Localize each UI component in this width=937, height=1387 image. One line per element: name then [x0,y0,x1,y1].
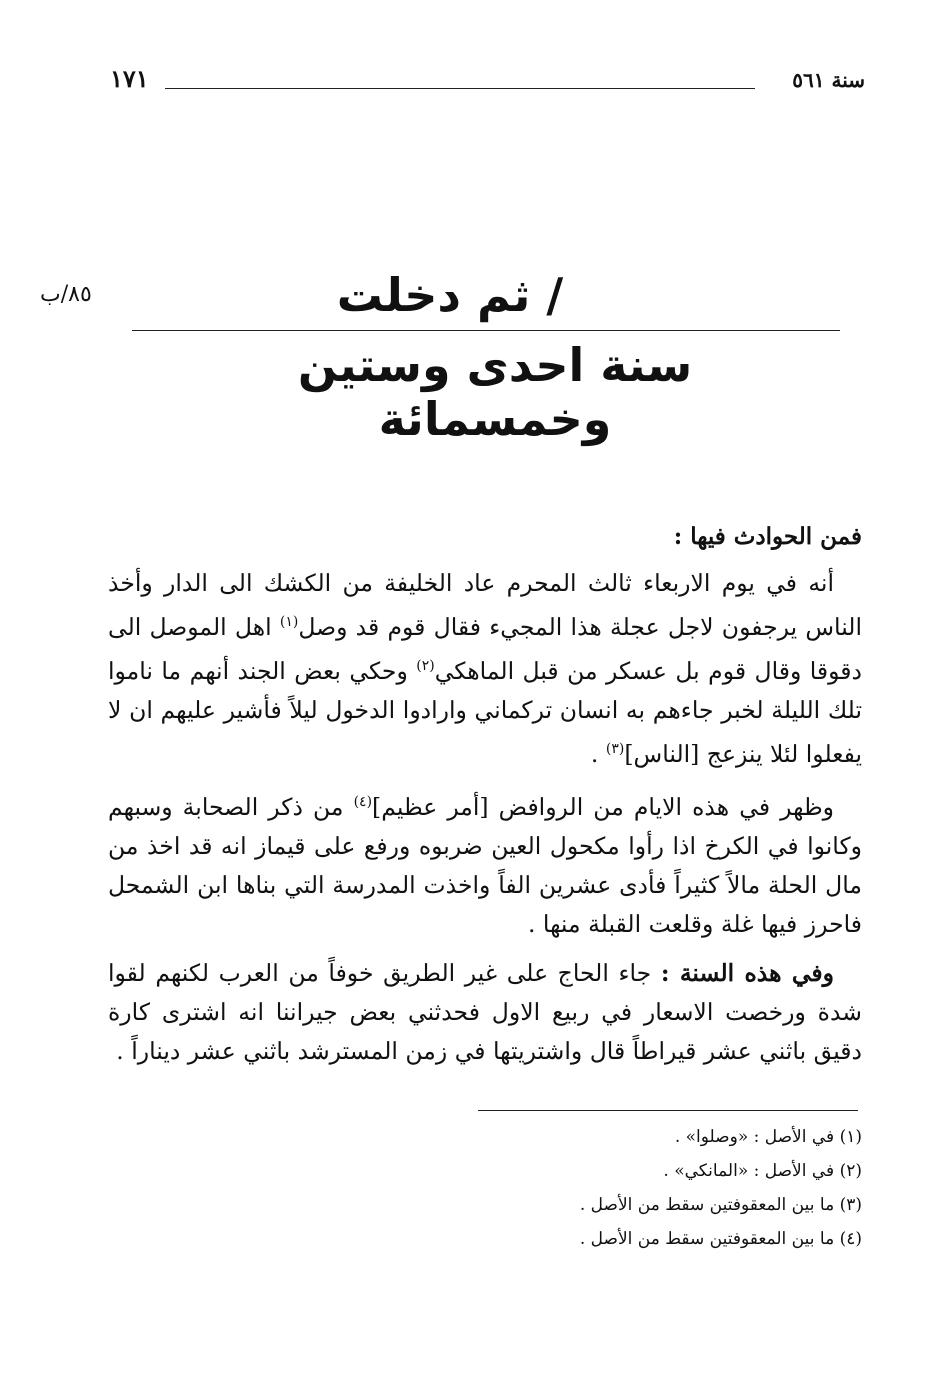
paragraph-3-lead: وفي هذه السنة : [660,959,834,988]
paragraph-1-text-c: وحكي بعض الجند أنهم ما ناموا تلك الليلة لخبر جاءهم به انسان تركماني وارادوا الدخول ليلاً فأشير عليهم ان لا يفعلوا لئلا ينزعج [الناس] [108,656,862,768]
footnotes [400,1120,862,1256]
main-text [108,523,862,1081]
paragraph-1-text-d: . [590,739,606,768]
footnote-ref-2: (٢) [416,657,435,674]
manuscript-folio-note: ٨٥/ب [40,282,92,307]
footnote-3: (٣) ما بين المعقوفتين سقط من الأصل . [579,1195,862,1215]
running-header [110,64,865,108]
header-rule [165,88,755,89]
paragraph-1-text-a: أنه في يوم الاربعاء ثالث المحرم عاد الخليفة من الكشك الى الدار وأخذ الناس يرجفون لاجل عجلة هذا المجيء فقال قوم قد وصل [108,569,862,641]
paragraph-2 [108,783,862,944]
paragraph-3-text: جاء الحاج على غير الطريق خوفاً من العرب لكنهم لقوا شدة ورخصت الاسعار في ربيع الاول فحدثني بعض جيراننا انه اشترى كارة دقيق باثني عشر قيراطاً قال واشتريتها في زمن المسترشد باثني عشر ديناراً . [108,959,862,1066]
paragraph-1-text-b: اهل الموصل الى دقوقا وقال قوم بل عسكر من قبل الماهكي [108,612,862,685]
paragraph-1 [108,564,862,773]
footnote-rule [478,1110,858,1111]
chapter-title-line1: / ثم دخلت [336,268,564,322]
title-rule [132,330,840,331]
paragraph-3 [108,954,862,1071]
footnote-ref-4: (٤) [353,794,373,811]
footnote-ref-3: (٣) [605,740,625,757]
footnote-ref-1: (١) [279,614,299,630]
footnote-4: (٤) ما بين المعقوفتين سقط من الأصل . [579,1229,862,1249]
paragraph-2-text-b: من ذكر الصحابة وسبهم وكانوا في الكرخ اذا رأوا مكحول العين ضربوه ورفع على قيماز انه قد اخذ من مال الحلة مالاً كثيراً فأدى عشرين الفاً واخذت المدرسة التي بناها ابن الشمحل فاحرز فيها غلة وقلعت القبلة منها . [108,793,862,939]
footnote-2: (٢) في الأصل : «المانكي» . [663,1161,862,1181]
page-number: ١٧١ [110,64,149,93]
footnote-1: (١) في الأصل : «وصلوا» . [674,1127,862,1147]
paragraph-2-text-a: وظهر في هذه الايام من الروافض [أمر عظيم] [372,793,834,822]
header-year-label: سنة ٥٦١ [792,68,865,92]
chapter-title-line2: سنة احدى وستين وخمسمائة [297,338,693,446]
section-heading: فمن الحوادث فيها : [673,523,862,550]
